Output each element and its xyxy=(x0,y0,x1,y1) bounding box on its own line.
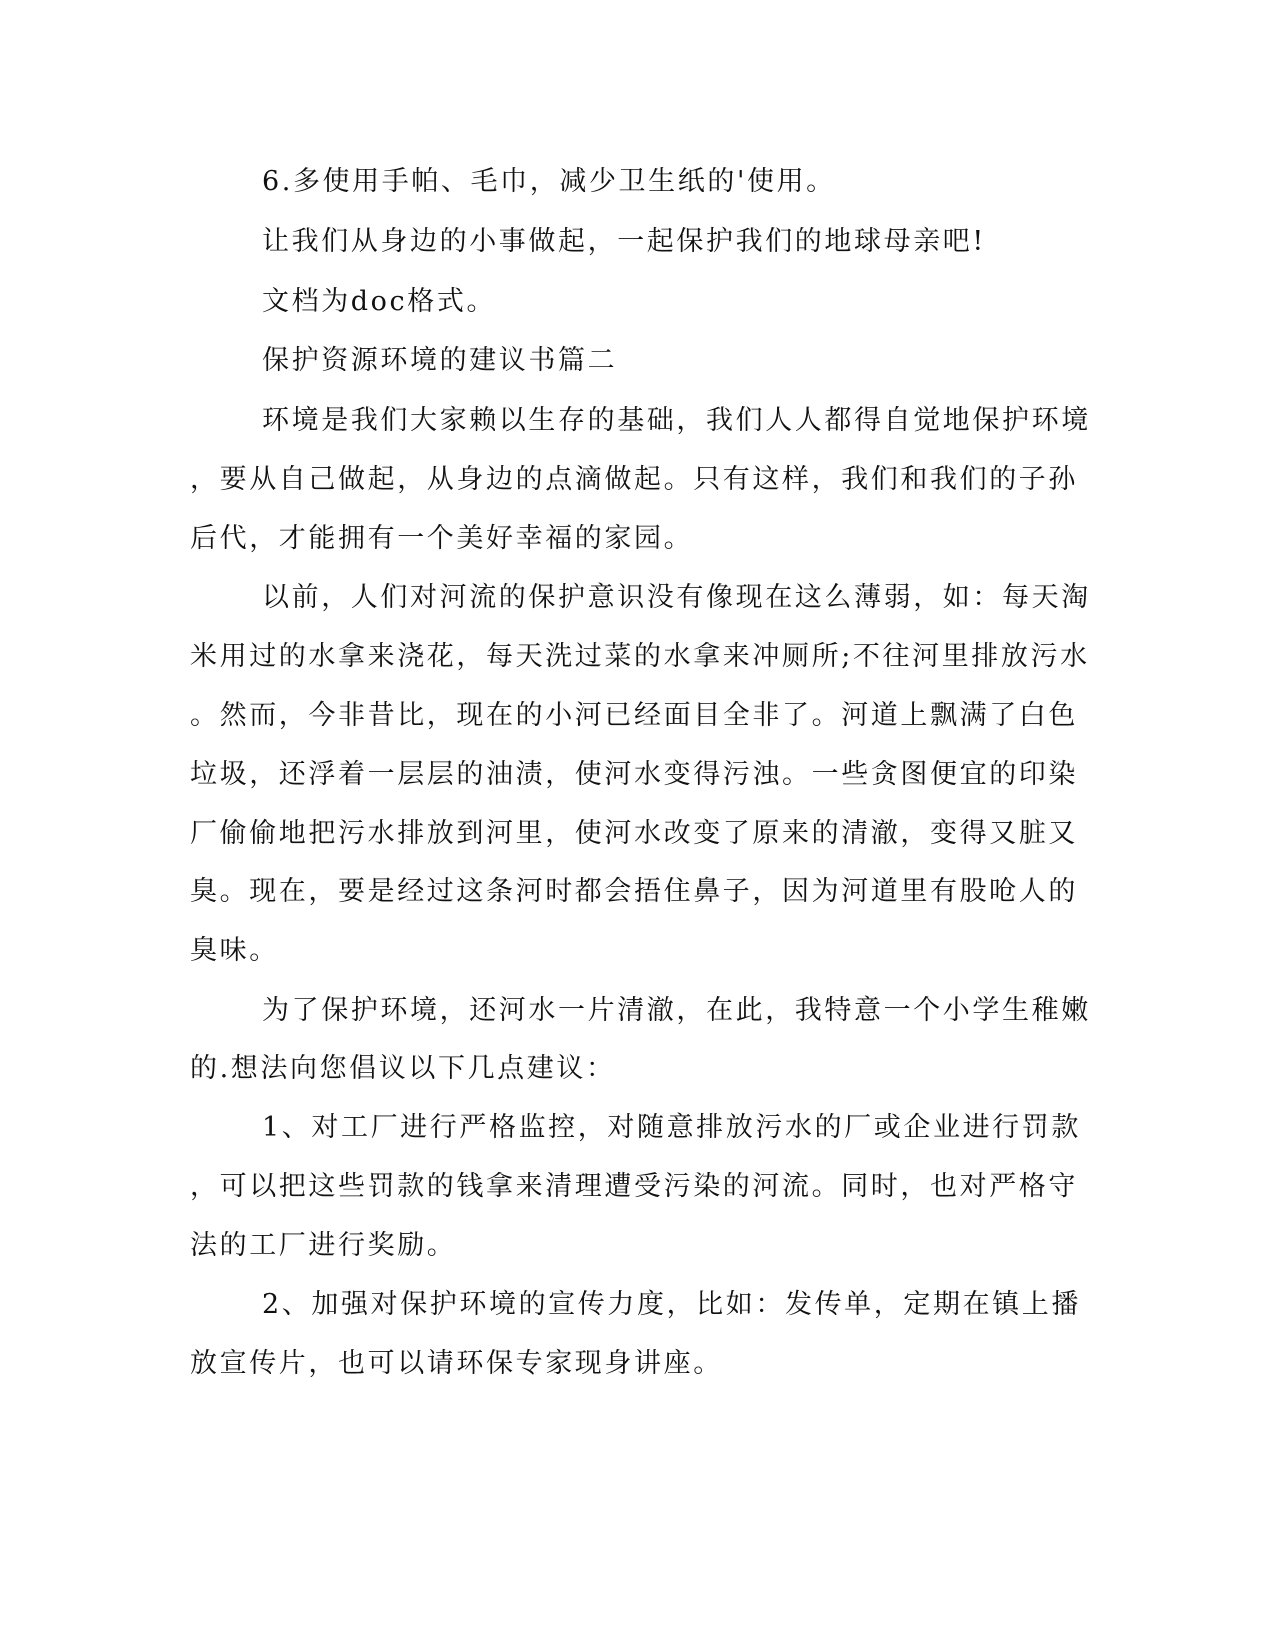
paragraph-line: 米用过的水拿来浇花，每天洗过菜的水拿来冲厕所;不往河里排放污水 xyxy=(190,641,1090,672)
list-item: ，可以把这些罚款的钱拿来清理遭受污染的河流。同时，也对严格守 xyxy=(190,1171,1078,1202)
paragraph-line: 臭味。 xyxy=(190,935,279,966)
list-item: 2、加强对保护环境的宣传力度，比如：发传单，定期在镇上播 xyxy=(262,1289,1081,1320)
paragraph-line: 环境是我们大家赖以生存的基础，我们人人都得自觉地保护环境 xyxy=(262,405,1091,436)
list-item: 6.多使用手帕、毛巾，减少卫生纸的'使用。 xyxy=(262,166,836,197)
paragraph-line: 以前，人们对河流的保护意识没有像现在这么薄弱，如：每天淘 xyxy=(262,582,1091,613)
list-item: 1、对工厂进行严格监控，对随意排放污水的厂或企业进行罚款 xyxy=(262,1112,1081,1143)
paragraph-line: 让我们从身边的小事做起，一起保护我们的地球母亲吧! xyxy=(262,226,986,257)
paragraph-line: ，要从自己做起，从身边的点滴做起。只有这样，我们和我们的子孙 xyxy=(190,464,1078,495)
paragraph-line: 厂偷偷地把污水排放到河里，使河水改变了原来的清澈，变得又脏又 xyxy=(190,818,1078,849)
paragraph-line: 为了保护环境，还河水一片清澈，在此，我特意一个小学生稚嫩 xyxy=(262,995,1091,1026)
section-title: 保护资源环境的建议书篇二 xyxy=(262,345,618,376)
list-item: 放宣传片，也可以请环保专家现身讲座。 xyxy=(190,1348,723,1379)
list-item: 法的工厂进行奖励。 xyxy=(190,1230,457,1261)
paragraph-line: 后代，才能拥有一个美好幸福的家园。 xyxy=(190,523,694,554)
paragraph-line: 文档为doc格式。 xyxy=(262,286,497,317)
paragraph-line: 的.想法向您倡议以下几点建议： xyxy=(190,1053,616,1084)
paragraph-line: 臭。现在，要是经过这条河时都会捂住鼻子，因为河道里有股呛人的 xyxy=(190,876,1078,907)
paragraph-line: 垃圾，还浮着一层层的油渍，使河水变得污浊。一些贪图便宜的印染 xyxy=(190,759,1078,790)
paragraph-line: 。然而，今非昔比，现在的小河已经面目全非了。河道上飘满了白色 xyxy=(190,700,1078,731)
